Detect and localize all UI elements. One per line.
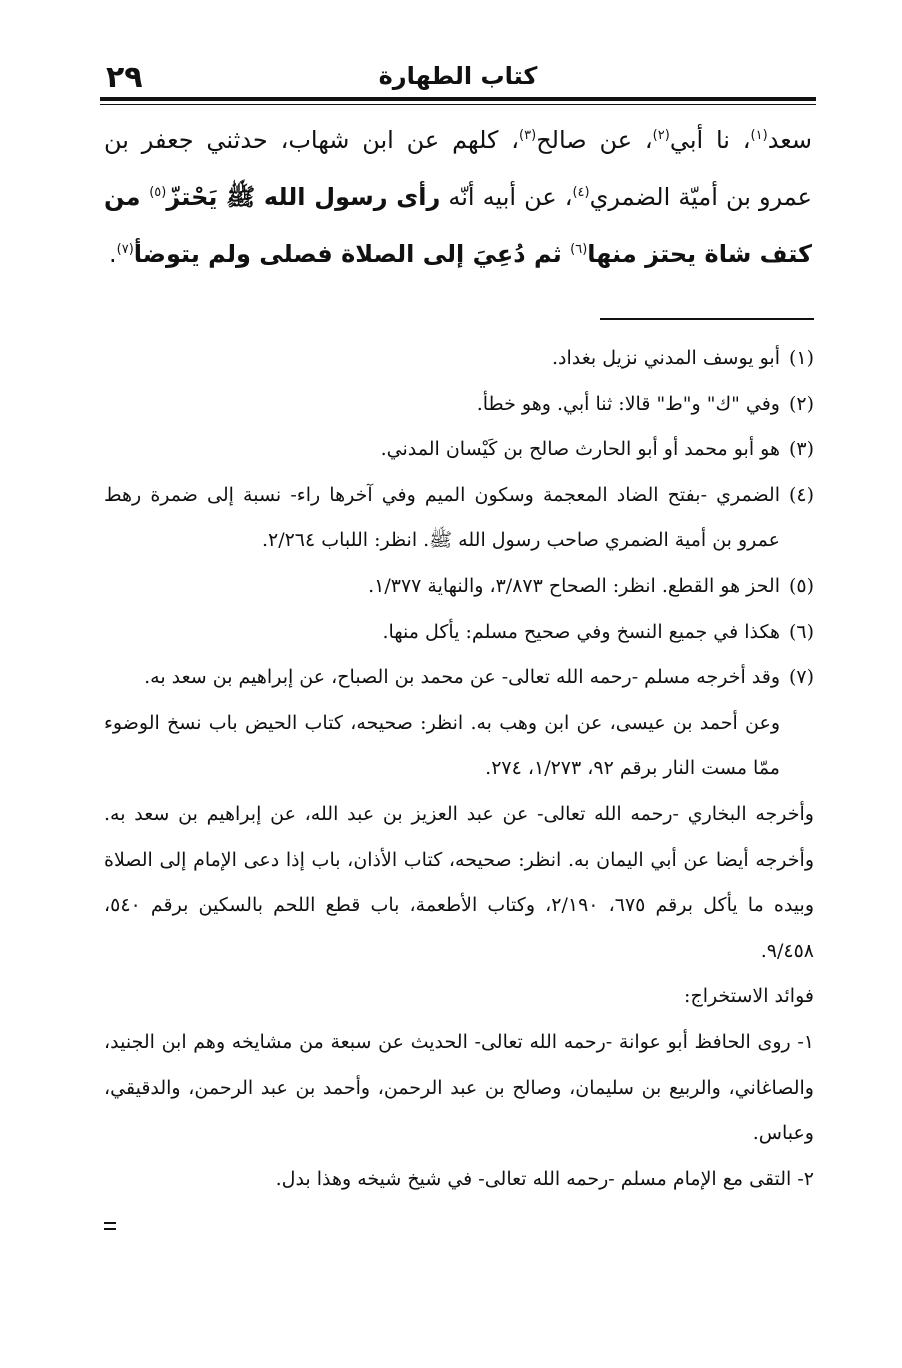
header-rule-thin (100, 104, 816, 105)
footnote-text: هكذا في جميع النسخ وفي صحيح مسلم: يأكل منها. (382, 620, 780, 643)
fawaid-item-2: ٢- التقى مع الإمام مسلم -رحمه الله تعالى- في شيخ شيخه وهذا بدل. (275, 1167, 814, 1190)
matn-bold-1: رأى رسول الله ﷺ يَحْتزّ (166, 183, 441, 211)
footnote-ref-3: (٣) (519, 128, 537, 143)
footnote-text: هو أبو محمد أو أبو الحارث صالح بن كَيْسان المدني. (380, 438, 780, 461)
footnote-ref-2: (٢) (652, 128, 670, 143)
fawaid-heading: فوائد الاستخراج: (684, 985, 814, 1008)
text-span: ، عن صالح (536, 126, 653, 154)
footnote-number: (٢) (788, 392, 814, 415)
footnote-7-continuation (104, 701, 814, 792)
footnote-ref-5: (٥) (149, 185, 167, 200)
footnote-ref-1: (١) (750, 128, 768, 143)
footnote-ref-6: (٦) (570, 242, 588, 257)
text-span: ، كلهم عن ابن شهاب، حدثني جعفر بن عمرو بن أميّة الضمري (104, 126, 812, 211)
footnote-number: (١) (788, 347, 814, 369)
footnote-text: أبو يوسف المدني نزيل بغداد. (551, 347, 780, 369)
bukhari-paragraph: وأخرجه البخاري -رحمه الله تعالى- عن عبد العزيز بن عبد الله، عن إبراهيم بن سعد به. وأخرجه أيضا عن أبي اليمان به. انظر: صحيحه، كتاب الأذان، باب إذا دعى الإمام إلى الصلاة وبيده ما يأكل برقم ٦٧٥، ٢/١٩٠، وكتاب الأطعمة، باب قطع اللحم بالسكين برقم ٥٤٠، ٩/٤٥٨. (104, 802, 814, 962)
footnote-ref-4: (٤) (572, 185, 590, 200)
footnote-text: الضمري -بفتح الضاد المعجمة وسكون الميم وفي آخرها راء- نسبة إلى ضمرة رهط عمرو بن أمية الضمري صاحب رسول الله ﷺ. انظر: اللباب ٢/٢٦٤. (104, 483, 780, 552)
footnote-number: (٥) (788, 574, 814, 597)
footnote-continuation-text: وعن أحمد بن عيسى، عن ابن وهب به. انظر: صحيحه، كتاب الحيض باب نسخ الوضوء ممّا مست النار برقم ٩٢، ١/٢٧٣، ٢٧٤. (104, 711, 780, 780)
text-span: ، نا أبي (669, 126, 751, 154)
text-span: سعد (767, 126, 812, 154)
footnote-1 (104, 336, 814, 382)
matn-bold-3: ثم دُعِيَ إلى الصلاة فصلى ولم يتوضأ (133, 240, 571, 268)
footnote-4 (104, 473, 814, 564)
footnote-number: (٦) (788, 620, 814, 643)
end-mark-line (104, 1228, 116, 1230)
footnote-5 (104, 564, 814, 610)
running-title: كتاب الطهارة (378, 62, 538, 90)
bukhari-block (104, 792, 814, 1202)
footnote-number: (٤) (788, 483, 814, 506)
footnote-7 (104, 655, 814, 701)
text-span: ، عن أبيه أنّه (440, 183, 573, 211)
page-header (100, 58, 816, 100)
footnote-number: (٣) (788, 438, 814, 461)
matn-bold-2: من كتف شاة يحتز منها (104, 183, 812, 268)
footnote-text: وفي "ك" و"ط" قالا: ثنا أبي. وهو خطأ. (476, 392, 780, 415)
footnotes (104, 336, 814, 1202)
footnote-ref-7: (٧) (116, 242, 134, 257)
end-mark (104, 1222, 116, 1234)
footnote-6 (104, 610, 814, 656)
footnote-text: وقد أخرجه مسلم -رحمه الله تعالى- عن محمد بن الصباح، عن إبراهيم بن سعد به. (144, 666, 780, 689)
footnote-2 (104, 382, 814, 428)
end-mark-line (104, 1222, 116, 1224)
header-rule (100, 97, 816, 101)
footnote-separator (600, 318, 814, 320)
fawaid-item-1: ١- روى الحافظ أبو عوانة -رحمه الله تعالى- الحديث عن سبعة من مشايخه وهم ابن الجنيد، والصاغاني، والربيع بن سليمان، وصالح بن عبد الرحمن، وأحمد بن عبد الرحمن، والدقيقي، وعباس. (104, 1030, 815, 1145)
footnote-3 (104, 427, 814, 473)
footnote-number: (٧) (788, 666, 814, 689)
hadith-paragraph (104, 112, 812, 283)
footnote-text: الحز هو القطع. انظر: الصحاح ٣/٨٧٣، والنهاية ١/٣٧٧. (368, 574, 780, 597)
hadith-text (104, 112, 812, 283)
text-span: . (108, 240, 117, 268)
page-number: ٢٩ (106, 60, 143, 95)
